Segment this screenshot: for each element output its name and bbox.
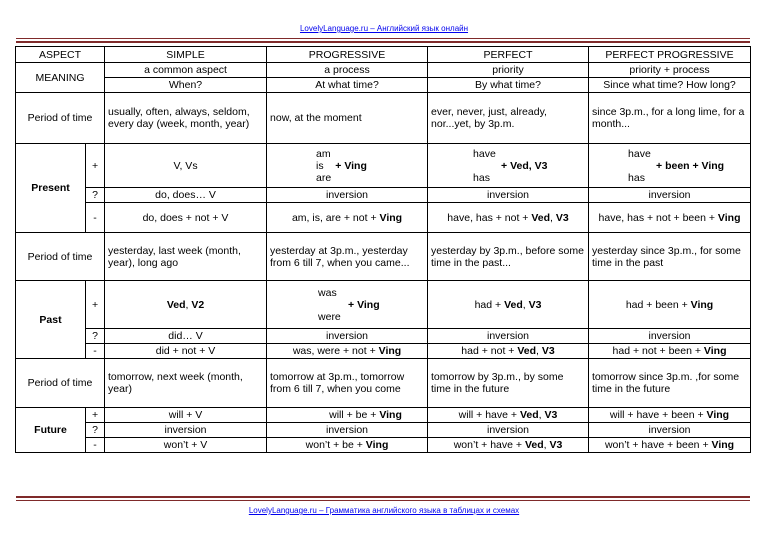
past-q-perfect: inversion (428, 329, 589, 344)
col-progressive: PROGRESSIVE (267, 47, 428, 63)
question-perfect: By what time? (428, 78, 589, 93)
header-link[interactable]: LovelyLanguage.ru – Английский язык онлайн (299, 24, 469, 33)
present-aff-perfect (428, 144, 589, 188)
present-aff-simple: V, Vs (105, 144, 267, 188)
am-aux: am (316, 147, 331, 160)
future-label: Future (16, 408, 86, 453)
past-period-row (16, 233, 751, 281)
future-neg-perfect: won’t + have + Ved, V3 (428, 438, 589, 453)
future-neg-perfect-progressive: won’t + have + been + Ving (589, 438, 751, 453)
future-period-perfect-progressive: tomorrow since 3p.m. ,for some time in the future (589, 359, 751, 408)
present-period-perfect: ever, never, just, already, nor...yet, by 3p.m. (428, 93, 589, 144)
meaning-row-2 (16, 78, 751, 93)
is-line (316, 160, 424, 172)
past-q-simple: did… V (105, 329, 267, 344)
have-aux: have (473, 147, 496, 160)
past-negative-row (16, 344, 751, 359)
future-period-simple: tomorrow, next week (month, year) (105, 359, 267, 408)
future-aff-simple: will + V (105, 408, 267, 423)
footer-rule-thick (16, 496, 750, 498)
past-period-progressive: yesterday at 3p.m., yesterday from 6 till 7, when you came... (267, 233, 428, 281)
present-question-row (16, 188, 751, 203)
prog-main: + Ving (335, 159, 367, 172)
past-aff-progressive (267, 281, 428, 329)
are-aux: are (316, 171, 332, 184)
past-aff-perfect: had + Ved, V3 (428, 281, 589, 329)
present-q-progressive: inversion (267, 188, 428, 203)
present-period-perfect-progressive: since 3p.m., for a long lime, for a month... (589, 93, 751, 144)
future-negative-row (16, 438, 751, 453)
future-neg-simple: won’t + V (105, 438, 267, 453)
past-minus-sign: - (86, 344, 105, 359)
past-neg-progressive: was, were + not + Ving (267, 344, 428, 359)
tenses-table (15, 46, 751, 453)
footer-link[interactable]: LovelyLanguage.ru – Грамматика английского языка в таблицах и схемах (248, 506, 520, 515)
pp-main: + been + Ving (656, 159, 725, 172)
future-period-progressive: tomorrow at 3p.m., tomorrow from 6 till 7, when you come (267, 359, 428, 408)
future-q-perfect: inversion (428, 423, 589, 438)
past-neg-perfect: had + not + Ved, V3 (428, 344, 589, 359)
future-q-perfect-progressive: inversion (589, 423, 751, 438)
present-period-progressive: now, at the moment (267, 93, 428, 144)
col-perfect: PERFECT (428, 47, 589, 63)
present-neg-perfect-progressive: have, has + not + been + Ving (589, 203, 751, 233)
present-affirmative-row (16, 144, 751, 188)
present-period-row (16, 93, 751, 144)
present-question-sign: ? (86, 188, 105, 203)
col-simple: SIMPLE (105, 47, 267, 63)
present-q-perfect-progressive: inversion (589, 188, 751, 203)
past-plus-sign: + (86, 281, 105, 329)
past-question-row (16, 329, 751, 344)
future-aff-progressive: will + be + Ving (267, 408, 428, 423)
past-aff-simple: Ved, V2 (105, 281, 267, 329)
present-neg-perfect: have, has + not + Ved, V3 (428, 203, 589, 233)
present-aff-perfect-progressive (589, 144, 751, 188)
future-minus-sign: - (86, 438, 105, 453)
meaning-label: MEANING (16, 63, 105, 93)
pp-have-aux: have (628, 147, 651, 160)
is-aux: is (316, 159, 324, 172)
past-q-progressive: inversion (267, 329, 428, 344)
past-label: Past (16, 281, 86, 359)
footer-rule (16, 500, 750, 501)
present-plus-sign: + (86, 144, 105, 188)
meaning-row-1 (16, 63, 751, 78)
future-aff-perfect-progressive: will + have + been + Ving (589, 408, 751, 423)
header-row (16, 47, 751, 63)
future-aff-perfect: will + have + Ved, V3 (428, 408, 589, 423)
meaning-simple: a common aspect (105, 63, 267, 78)
meaning-perfect: priority (428, 63, 589, 78)
future-q-simple: inversion (105, 423, 267, 438)
has-aux: has (473, 171, 490, 184)
was-aux: was (318, 286, 337, 299)
header-rule-thick (16, 41, 750, 43)
past-question-sign: ? (86, 329, 105, 344)
future-period-row (16, 359, 751, 408)
future-question-row (16, 423, 751, 438)
future-question-sign: ? (86, 423, 105, 438)
past-period-perfect: yesterday by 3p.m., before some time in the past... (428, 233, 589, 281)
past-period-simple: yesterday, last week (month, year), long ago (105, 233, 267, 281)
future-neg-progressive: won’t + be + Ving (267, 438, 428, 453)
header-rule (16, 38, 750, 39)
pp-has-aux: has (628, 171, 645, 184)
present-negative-row (16, 203, 751, 233)
present-neg-simple: do, does + not + V (105, 203, 267, 233)
question-perfect-progressive: Since what time? How long? (589, 78, 751, 93)
present-period-simple: usually, often, always, seldom, every day (week, month, year) (105, 93, 267, 144)
question-simple: When? (105, 78, 267, 93)
col-aspect: ASPECT (16, 47, 105, 63)
past-neg-simple: did + not + V (105, 344, 267, 359)
future-period-label: Period of time (16, 359, 105, 408)
past-q-perfect-progressive: inversion (589, 329, 751, 344)
meaning-progressive: a process (267, 63, 428, 78)
future-plus-sign: + (86, 408, 105, 423)
were-aux: were (318, 310, 341, 323)
meaning-perfect-progressive: priority + process (589, 63, 751, 78)
col-perfect-progressive: PERFECT PROGRESSIVE (589, 47, 751, 63)
present-neg-progressive: am, is, are + not + Ving (267, 203, 428, 233)
present-aff-progressive (267, 144, 428, 188)
future-period-perfect: tomorrow by 3p.m., by some time in the future (428, 359, 589, 408)
question-progressive: At what time? (267, 78, 428, 93)
perf-main: + Ved, V3 (501, 159, 548, 172)
present-minus-sign: - (86, 203, 105, 233)
past-aff-perfect-progressive: had + been + Ving (589, 281, 751, 329)
future-affirmative-row (16, 408, 751, 423)
present-q-simple: do, does… V (105, 188, 267, 203)
past-period-perfect-progressive: yesterday since 3p.m., for some time in the past (589, 233, 751, 281)
past-period-label: Period of time (16, 233, 105, 281)
present-period-label: Period of time (16, 93, 105, 144)
future-q-progressive: inversion (267, 423, 428, 438)
past-prog-main: + Ving (348, 298, 380, 311)
past-neg-perfect-progressive: had + not + been + Ving (589, 344, 751, 359)
present-q-perfect: inversion (428, 188, 589, 203)
past-affirmative-row (16, 281, 751, 329)
present-label: Present (16, 144, 86, 233)
